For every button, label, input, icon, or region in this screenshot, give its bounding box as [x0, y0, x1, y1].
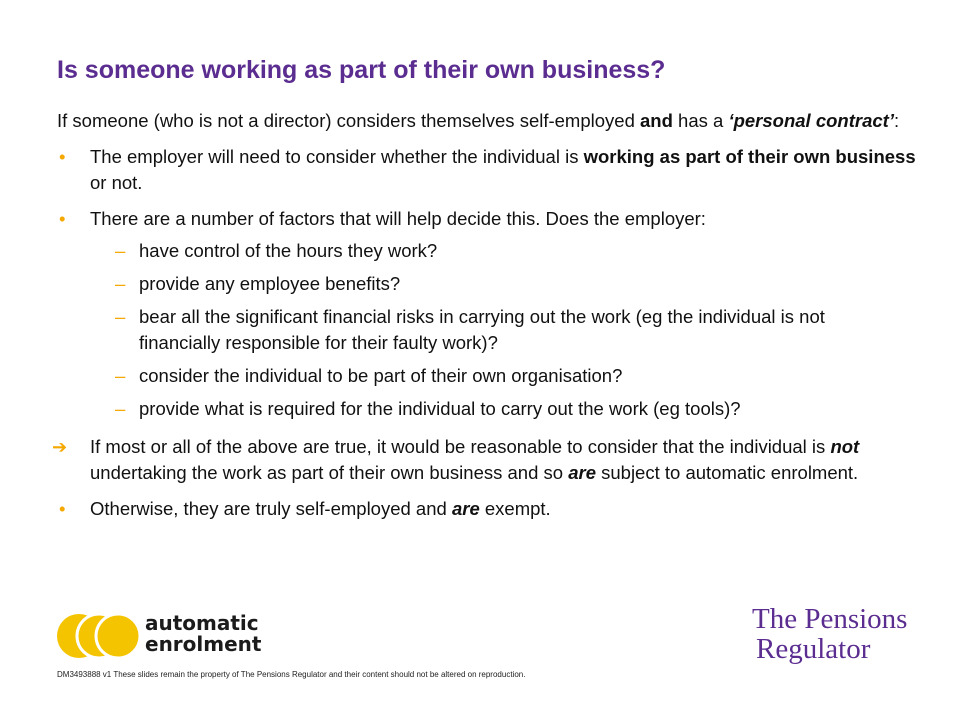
text-run: exempt. — [479, 498, 551, 519]
bullet-marker: • — [59, 208, 66, 229]
dash-marker: – — [115, 240, 126, 261]
bullet-item — [57, 496, 927, 522]
text-run: are — [451, 498, 480, 519]
factor-text: provide any employee benefits? — [139, 273, 401, 294]
text-run: If someone (who is not a director) considers themselves self-employed — [57, 110, 641, 131]
brand-line: The Pensions — [752, 603, 908, 635]
bullet-marker: • — [59, 146, 66, 167]
automatic-enrolment-logo-icon — [55, 612, 143, 660]
dash-marker: – — [115, 398, 126, 419]
slide-body — [52, 108, 927, 532]
text-run: not — [830, 436, 860, 457]
text-run: subject to automatic enrolment. — [595, 462, 859, 483]
text-run: ‘personal contract’ — [728, 110, 894, 131]
text-run: : — [893, 110, 900, 131]
slide-title: Is someone working as part of their own business? — [57, 56, 666, 84]
factor-item — [57, 304, 927, 356]
text-run: There are a number of factors that will help decide this. Does the employer: — [90, 208, 706, 229]
factor-text: have control of the hours they work? — [139, 240, 438, 261]
factor-item — [57, 396, 927, 422]
pensions-regulator-logo — [752, 604, 907, 664]
conclusion-item — [52, 434, 927, 486]
text-run: The employer will need to consider whether the individual is — [90, 146, 584, 167]
factor-text: provide what is required for the individual to carry out the work (eg tools)? — [139, 398, 741, 419]
text-run: undertaking the work as part of their own business and so — [90, 462, 569, 483]
text-run: working as part of their own business — [583, 146, 916, 167]
bullet-marker: • — [59, 498, 66, 519]
factor-item — [57, 363, 927, 389]
automatic-enrolment-wordmark — [145, 613, 261, 655]
dash-marker: – — [115, 306, 126, 327]
bullet-item — [57, 206, 927, 232]
bullet-text — [90, 208, 706, 229]
logo-line: enrolment — [145, 632, 262, 656]
bullet-item — [57, 144, 927, 196]
factor-item — [57, 238, 927, 264]
text-run: If most or all of the above are true, it would be reasonable to consider that the individual is — [90, 436, 831, 457]
conclusion-text — [90, 436, 859, 483]
text-run: or not. — [90, 172, 143, 193]
intro-paragraph — [57, 108, 927, 134]
factor-text: consider the individual to be part of their own organisation? — [139, 365, 623, 386]
factor-item — [57, 271, 927, 297]
footer-note: DM3493888 v1 These slides remain the property of The Pensions Regulator and their content should not be altered on reproduction. — [57, 670, 526, 679]
dash-marker: – — [115, 365, 126, 386]
text-run: are — [568, 462, 596, 483]
factor-text: bear all the significant financial risks in carrying out the work (eg the individual is not financially responsible for their faulty work)? — [139, 306, 825, 353]
text-run: Otherwise, they are truly self-employed and — [90, 498, 452, 519]
bullet-text — [90, 146, 916, 193]
arrow-right-icon: ➔ — [52, 437, 68, 457]
bullet-text — [90, 498, 551, 519]
dash-marker: – — [115, 273, 126, 294]
factor-list — [57, 238, 927, 422]
logo-circle — [96, 614, 140, 658]
brand-line: Regulator — [756, 633, 871, 665]
text-run: has a — [672, 110, 729, 131]
text-run: and — [640, 110, 673, 131]
logo-line: automatic — [145, 611, 259, 635]
